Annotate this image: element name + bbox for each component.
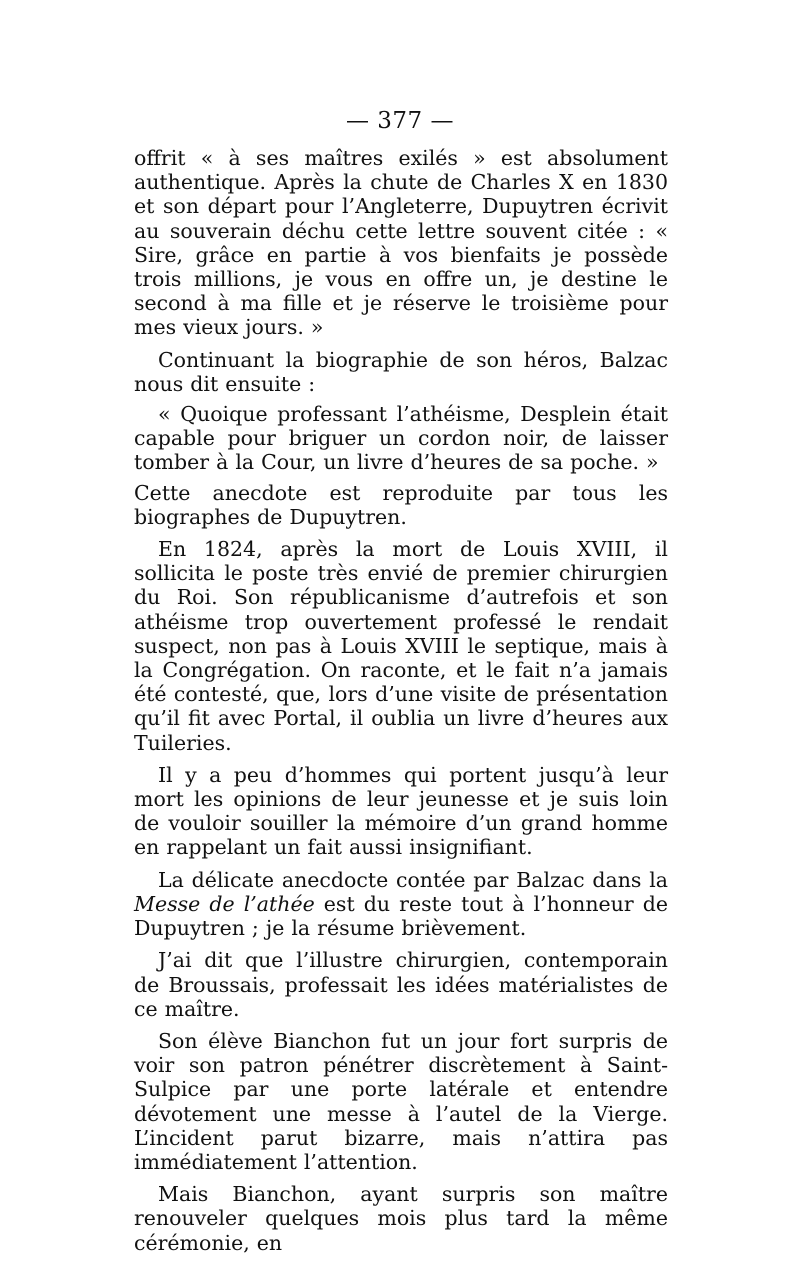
work-title-messe-de-l-athee: Messe de l’athée bbox=[134, 891, 315, 916]
paragraph-7-after: est du reste tout à l’honneur de Dupuytren ; je la résume brièvement. bbox=[134, 891, 668, 941]
paragraph-9: Son élève Bianchon fut un jour fort surpris de voir son patron pénétrer discrètement à Saint-Sulpice par une porte latérale et entendre dévotement une messe à l’autel de la Vierge. L’incident parut bizarre, mais n’attira pas immédiatement l’attention. bbox=[134, 1028, 668, 1174]
paragraph-7 bbox=[134, 868, 668, 941]
paragraph-2: Continuant la biographie de son héros, Balzac nous dit ensuite : bbox=[134, 347, 668, 396]
paragraph-8: J’ai dit que l’illustre chirurgien, contemporain de Broussais, professait les idées matérialistes de ce maître. bbox=[134, 948, 668, 1021]
paragraph-6: Il y a peu d’hommes qui portent jusqu’à leur mort les opinions de leur jeunesse et je suis loin de vouloir souiller la mémoire d’un grand homme en rappelant un fait aussi insignifiant. bbox=[134, 762, 668, 860]
page-number: — 377 — bbox=[345, 108, 455, 134]
paragraph-4: Cette anecdote est reproduite par tous les biographes de Dupuytren. bbox=[134, 480, 668, 529]
paragraph-1: offrit « à ses maîtres exilés » est absolument authentique. Après la chute de Charles X en 1830 et son départ pour l’Angleterre, Dupuytren écrivit au souverain déchu cette lettre souvent citée : « Sire, grâce en partie à vos bienfaits je possède trois millions, je vous en offre un, je destine le second à ma fille et je réserve le troisième pour mes vieux jours. » bbox=[134, 146, 668, 340]
paragraph-7-before: La délicate anecdocte contée par Balzac dans la bbox=[158, 867, 668, 892]
paragraph-10: Mais Bianchon, ayant surpris son maître renouveler quelques mois plus tard la même cérémonie, en bbox=[134, 1182, 668, 1255]
paragraph-3-quote: « Quoique professant l’athéisme, Desplein était capable pour briguer un cordon noir, de laisser tomber à la Cour, un livre d’heures de sa poche. » bbox=[134, 402, 668, 475]
body-text bbox=[134, 146, 668, 1263]
paragraph-5: En 1824, après la mort de Louis XVIII, il sollicita le poste très envié de premier chirurgien du Roi. Son républicanisme d’autrefois et son athéisme trop ouvertement professé le rendait suspect, non pas à Louis XVIII le septique, mais à la Congrégation. On raconte, et le fait n’a jamais été contesté, que, lors d’une visite de présentation qu’il fit avec Portal, il oublia un livre d’heures aux Tuileries. bbox=[134, 537, 668, 755]
